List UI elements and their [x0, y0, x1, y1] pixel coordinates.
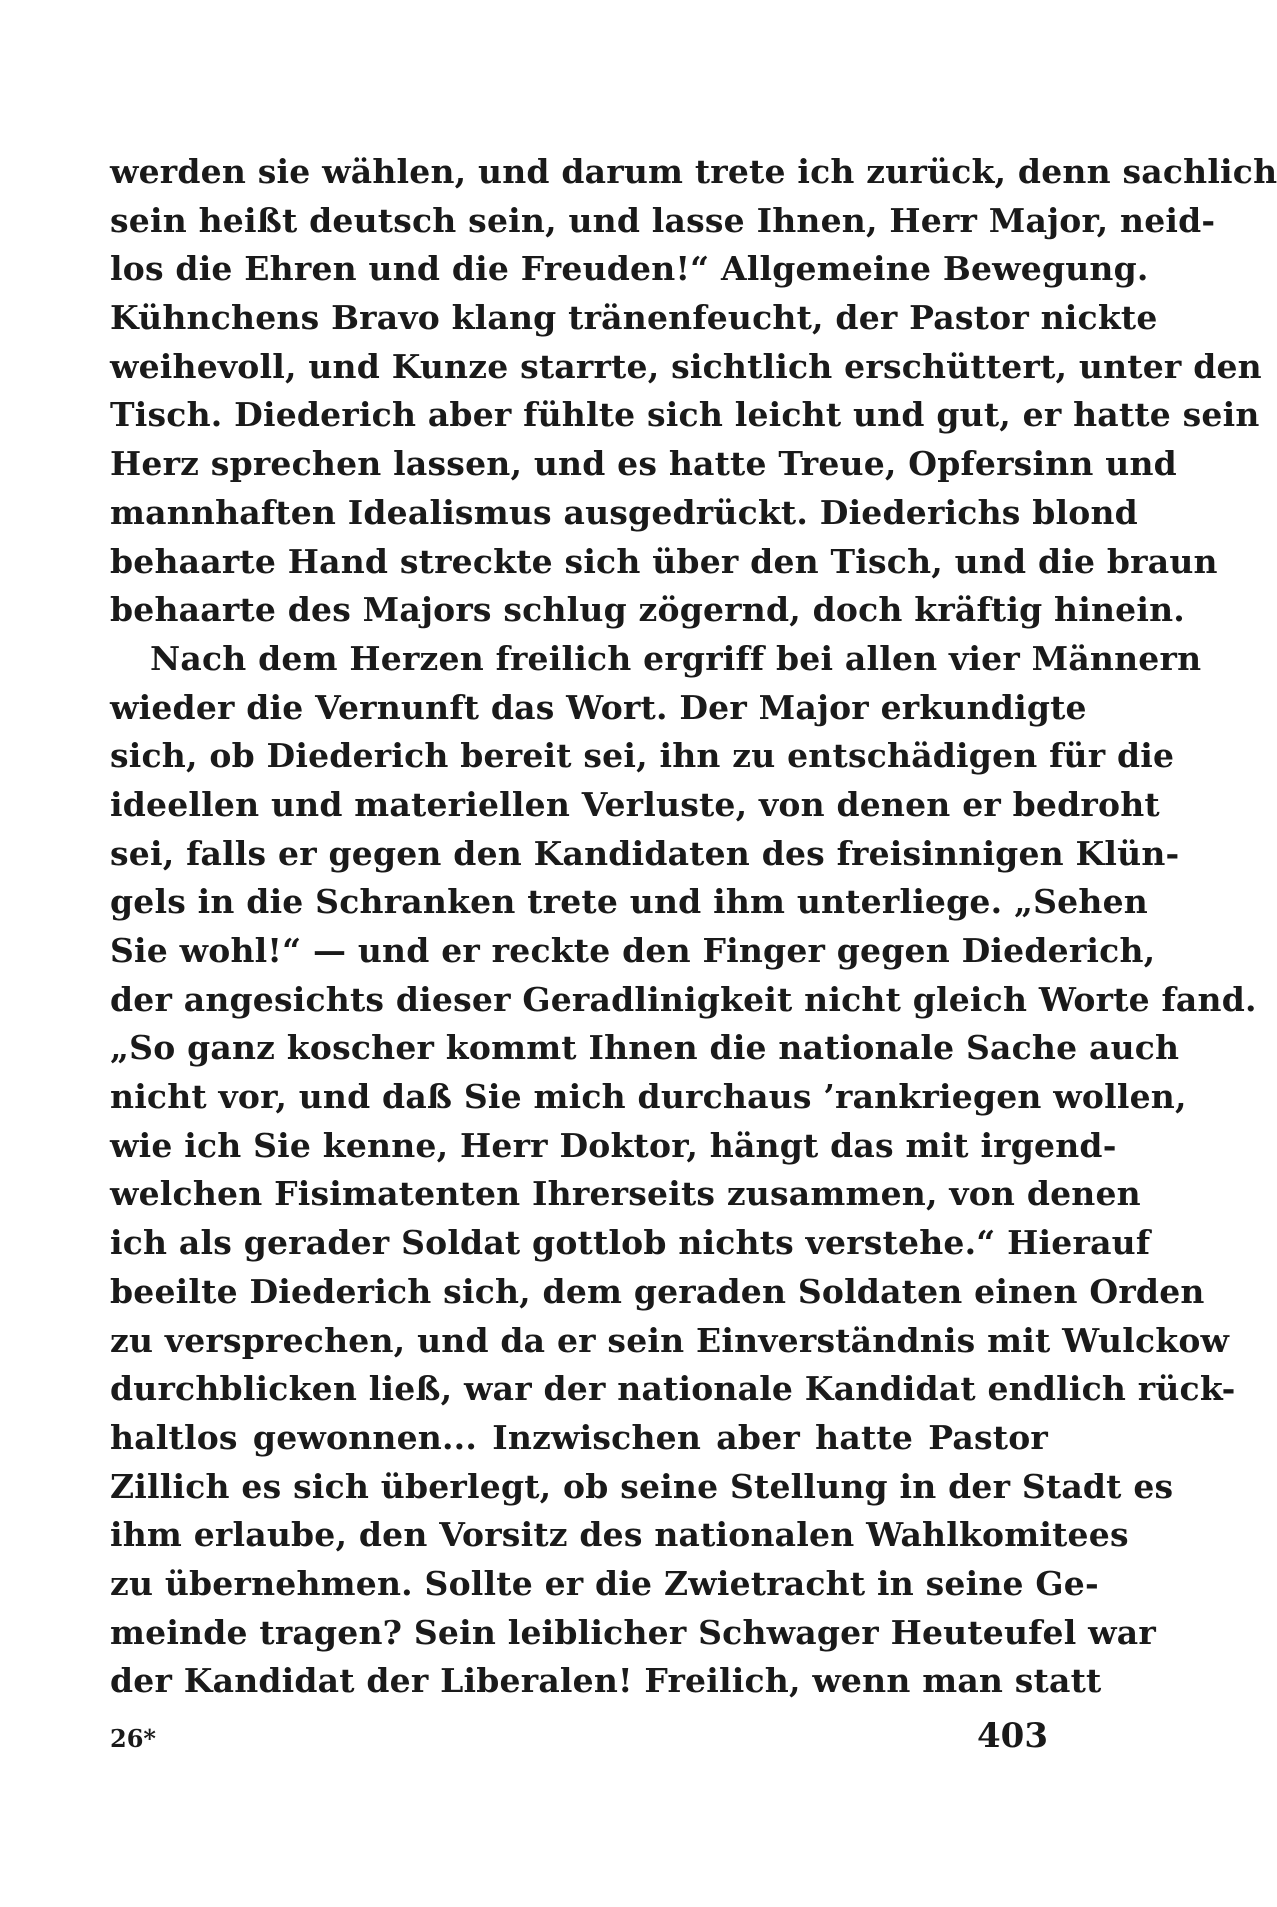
text-line: wieder die Vernunft das Wort. Der Major erkundigte [110, 687, 1087, 727]
text-line: ihm erlaube, den Vorsitz des nationalen Wahlkomitees [110, 1515, 1129, 1555]
text-line: wie ich Sie kenne, Herr Doktor, hängt das mit irgend- [110, 1125, 1117, 1165]
text-line: durchblicken ließ, war der nationale Kandidat endlich rück- [110, 1369, 1236, 1409]
sheet-signature: 26* [110, 1724, 156, 1753]
text-line: beeilte Diederich sich, dem geraden Soldaten einen Orden [110, 1271, 1205, 1311]
text-line: sich, ob Diederich bereit sei, ihn zu entschädigen für die [110, 736, 1175, 776]
text-line: los die Ehren und die Freuden!“ Allgemeine Bewegung. [110, 249, 1149, 289]
page-number: 403 [977, 1716, 1048, 1756]
body-text [110, 148, 1277, 1706]
text-line: „So ganz koscher kommt Ihnen die nationale Sache auch [110, 1028, 1180, 1068]
text-line: zu übernehmen. Sollte er die Zwietracht in seine Ge- [110, 1563, 1099, 1603]
text-line: Herz sprechen lassen, und es hatte Treue, Opfersinn und [110, 444, 1177, 484]
text-line: Sie wohl!“ — und er reckte den Finger gegen Diederich, [110, 931, 1156, 970]
text-line: Kühnchens Bravo klang tränenfeucht, der Pastor nickte [110, 298, 1158, 338]
text-line: sei, falls er gegen den Kandidaten des freisinnigen Klün- [110, 833, 1180, 873]
text-line: ich als gerader Soldat gottlob nichts verstehe.“ Hierauf [110, 1223, 1151, 1263]
text-line: Nach dem Herzen freilich ergriff bei allen vier Männern [150, 638, 1202, 678]
text-line: der angesichts dieser Geradlinigkeit nicht gleich Worte fand. [110, 979, 1257, 1019]
text-line: haltlos gewonnen... Inzwischen aber hatte Pastor [110, 1417, 1048, 1457]
text-line: der Kandidat der Liberalen! Freilich, wenn man statt [110, 1661, 1102, 1701]
text-line: gels in die Schranken trete und ihm unterliege. „Sehen [110, 882, 1148, 922]
text-line: ideellen und materiellen Verluste, von denen er bedroht [110, 784, 1160, 824]
text-line: werden sie wählen, und darum trete ich zurück, denn sachlich [110, 152, 1277, 191]
text-line: behaarte des Majors schlug zögernd, doch kräftig hinein. [110, 590, 1185, 630]
text-line: behaarte Hand streckte sich über den Tisch, und die braun [110, 541, 1218, 581]
text-line: nicht vor, und daß Sie mich durchaus ’rankriegen wollen, [110, 1077, 1187, 1117]
text-line: weihevoll, und Kunze starrte, sichtlich erschüttert, unter den [110, 346, 1262, 386]
text-line: mannhaften Idealismus ausgedrückt. Diederichs blond [110, 492, 1138, 532]
text-line: sein heißt deutsch sein, und lasse Ihnen, Herr Major, neid- [110, 200, 1216, 240]
page-footer [110, 1716, 1048, 1766]
text-line: zu versprechen, und da er sein Einverständnis mit Wulckow [110, 1320, 1230, 1360]
text-line: Zillich es sich überlegt, ob seine Stellung in der Stadt es [110, 1466, 1174, 1506]
text-line: meinde tragen? Sein leiblicher Schwager Heuteufel war [110, 1612, 1156, 1652]
text-line: welchen Fisimatenten Ihrerseits zusammen, von denen [110, 1174, 1141, 1214]
text-line: Tisch. Diederich aber fühlte sich leicht und gut, er hatte sein [110, 395, 1260, 435]
